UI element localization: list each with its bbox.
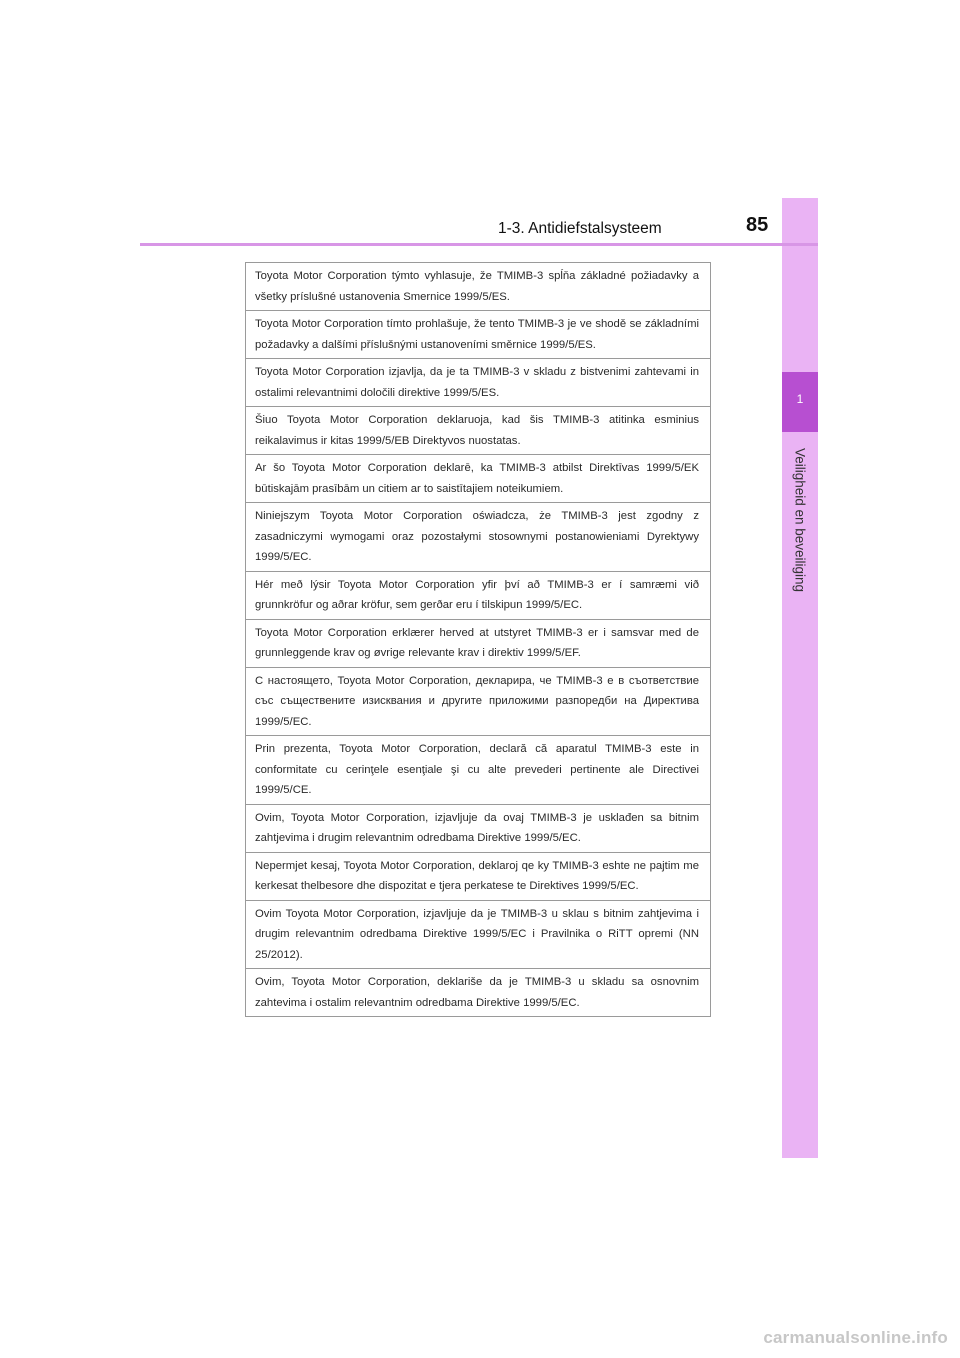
declaration-row: Toyota Motor Corporation erklærer herved at utstyret TMIMB-3 er i samsvar med de grunnleggende krav og øvrige relevante krav i direktiv 1999/5/EF.: [246, 619, 710, 667]
declaration-row: Ar šo Toyota Motor Corporation deklarē, ka TMIMB-3 atbilst Direktīvas 1999/5/EK būtiskajām prasībām un citiem ar to saistītajiem noteikumiem.: [246, 454, 710, 502]
header-rule: [140, 243, 818, 246]
declaration-row: Toyota Motor Corporation izjavlja, da je ta TMIMB-3 v skladu z bistvenimi zahtevami in ostalimi relevantnimi določili direktive 1999/5/ES.: [246, 358, 710, 406]
declaration-row: Ovim, Toyota Motor Corporation, izjavljuje da ovaj TMIMB-3 je usklađen sa bitnim zahtjevima i drugim relevantnim odredbama Direktive 1999/5/EC.: [246, 804, 710, 852]
watermark-text: carmanualsonline.info: [763, 1328, 948, 1347]
chapter-label: Veiligheid en beveiliging: [792, 447, 808, 593]
declaration-row: Šiuo Toyota Motor Corporation deklaruoja, kad šis TMIMB-3 atitinka esminius reikalavimus ir kitas 1999/5/EB Direktyvos nuostatas.: [246, 406, 710, 454]
declarations-table: [245, 262, 711, 1017]
declaration-row: Toyota Motor Corporation tímto prohlašuje, že tento TMIMB-3 je ve shodě se základními požadavky a dalšími příslušnými ustanoveními směrnice 1999/5/ES.: [246, 310, 710, 358]
chapter-side-tab: [782, 198, 818, 1158]
declaration-row: Ovim Toyota Motor Corporation, izjavljuje da je TMIMB-3 u sklau s bitnim zahtjevima i drugim relevantnim odredbama Direktive 1999/5/EC i Pravilnika o RiTT opremi (NN 25/2012).: [246, 900, 710, 969]
section-title: 1-3. Antidiefstalsysteem: [498, 220, 662, 237]
declaration-row: Prin prezenta, Toyota Motor Corporation, declară că aparatul TMIMB-3 este in conformitate cu cerinţele esenţiale şi cu alte prevederi pertinente ale Directivei 1999/5/CE.: [246, 735, 710, 804]
declaration-row: Niniejszym Toyota Motor Corporation oświadcza, że TMIMB-3 jest zgodny z zasadniczymi wymogami oraz pozostałymi stosownymi postanowieniami Dyrektywy 1999/5/EC.: [246, 502, 710, 571]
declaration-row: С настоящето, Toyota Motor Corporation, декларира, че TMIMB-3 е в съответствие със съществените изисквания и другите приложими разпоредби на Директива 1999/5/EC.: [246, 667, 710, 736]
declaration-row: Hér með lýsir Toyota Motor Corporation yfir því að TMIMB-3 er í samræmi við grunnkröfur og aðrar kröfur, sem gerðar eru í tilskipun 1999/5/EC.: [246, 571, 710, 619]
page-number: 85: [746, 214, 769, 236]
declaration-row: Toyota Motor Corporation týmto vyhlasuje, že TMIMB-3 spĺňa základné požiadavky a všetky príslušné ustanovenia Smernice 1999/5/ES.: [255, 270, 699, 303]
chapter-number: 1: [796, 392, 804, 406]
declaration-row: Nepermjet kesaj, Toyota Motor Corporation, deklaroj qe ky TMIMB-3 eshte ne pajtim me kerkesat thelbesore dhe dispozitat e tjera perkatese te Direktives 1999/5/EC.: [246, 852, 710, 900]
declaration-row: Ovim, Toyota Motor Corporation, deklariše da je TMIMB-3 u skladu sa osnovnim zahtevima i ostalim relevantnim odredbama Direktive 1999/5/EC.: [246, 968, 710, 1016]
